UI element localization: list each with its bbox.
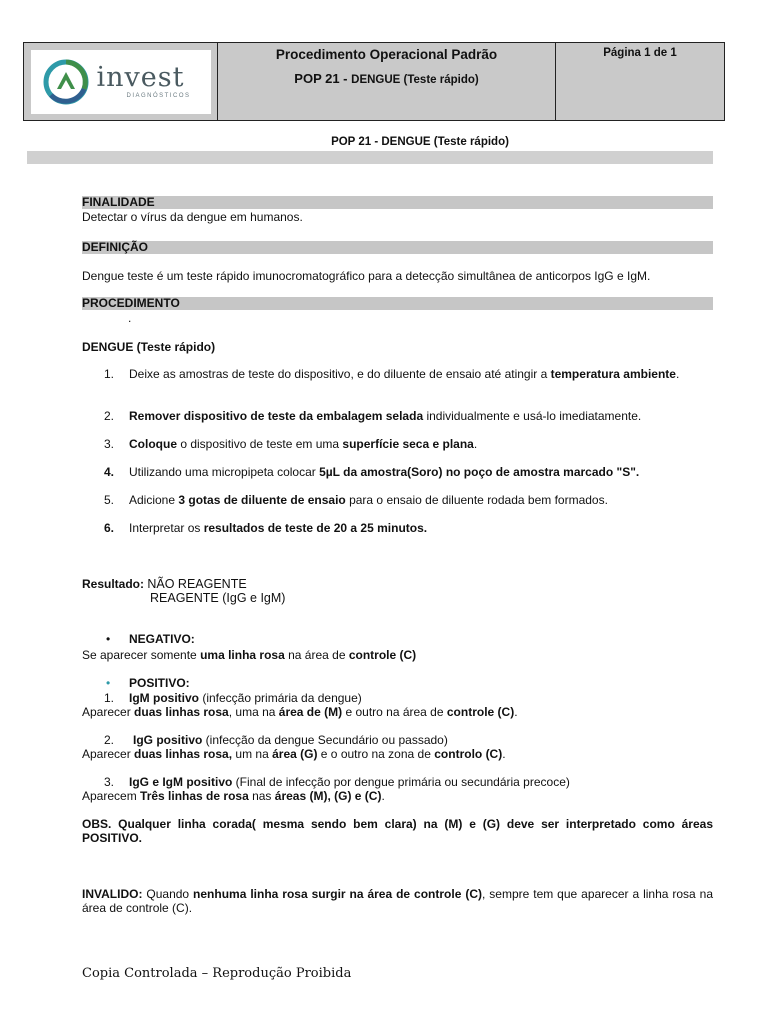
- resultado-line-2: REAGENTE (IgG e IgM): [150, 591, 286, 605]
- resultado-label: Resultado:: [82, 577, 145, 591]
- definicao-text: Dengue teste é um teste rápido imunocromatográfico para a detecção simultânea de anticorpos IgG e IgM.: [82, 269, 651, 283]
- step-1-text: Deixe as amostras de teste do dispositivo, e do diluente de ensaio até atingir a temperatura ambiente.: [129, 367, 680, 381]
- section-heading-finalidade: FINALIDADE: [82, 196, 713, 209]
- positivo-item-3-desc: Aparecem Três linhas de rosa nas áreas (M), (G) e (C).: [82, 789, 385, 803]
- header-subtitle: [218, 71, 555, 86]
- company-logo: [31, 50, 211, 114]
- step-5-text: Adicione 3 gotas de diluente de ensaio para o ensaio de diluente rodada bem formados.: [129, 493, 608, 507]
- section-heading-definicao: DEFINIÇÃO: [82, 241, 713, 254]
- step-6-text: Interpretar os resultados de teste de 20 a 25 minutos.: [129, 521, 428, 535]
- divider-bar: [27, 151, 713, 164]
- positivo-item-1-desc: Aparecer duas linhas rosa, uma na área de (M) e outro na área de controle (C).: [82, 705, 518, 719]
- positivo-item-2-desc: Aparecer duas linhas rosa, um na área (G) e o outro na zona de controlo (C).: [82, 747, 506, 761]
- logo-wordmark: invest: [96, 62, 185, 93]
- footer-controlled-copy: Copia Controlada – Reprodução Proibida: [82, 966, 352, 981]
- pop-number: POP 21 -: [294, 71, 348, 86]
- positivo-item-2: IgG positivo (infecção da dengue Secundário ou passado): [133, 733, 448, 747]
- negativo-text: Se aparecer somente uma linha rosa na área de controle (C): [82, 648, 417, 662]
- positivo-item-number: 1.: [104, 691, 115, 705]
- invalido-text: INVALIDO: Quando nenhuma linha rosa surgir na área de controle (C), sempre tem que aparecer a linha rosa na área de controle (C).: [82, 887, 714, 915]
- procedimento-dot: .: [128, 311, 132, 325]
- logo-subtitle: DIAGNÓSTICOS: [126, 93, 191, 99]
- finalidade-text: Detectar o vírus da dengue em humanos.: [82, 210, 303, 224]
- step-4-text: Utilizando uma micropipeta colocar 5µL da amostra(Soro) no poço de amostra marcado "S".: [129, 465, 640, 479]
- page-number: Página 1 de 1: [556, 43, 724, 120]
- step-3-text: Coloque o dispositivo de teste em uma superfície seca e plana.: [129, 437, 478, 451]
- positivo-item-3: IgG e IgM positivo (Final de infecção por dengue primária ou secundária precoce): [129, 775, 570, 789]
- header-title-cell: [218, 43, 556, 120]
- step-number: 3.: [104, 437, 115, 451]
- step-number: 4.: [104, 465, 115, 479]
- positivo-item-1: IgM positivo (infecção primária da dengue): [129, 691, 362, 705]
- document-header: [23, 42, 725, 121]
- step-number: 5.: [104, 493, 115, 507]
- bullet-icon: •: [106, 676, 111, 690]
- positivo-item-number: 2.: [104, 733, 115, 747]
- negativo-title: NEGATIVO:: [129, 632, 195, 646]
- resultado-line-1: Resultado: NÃO REAGENTE: [82, 577, 247, 591]
- section-heading-procedimento: PROCEDIMENTO: [82, 297, 713, 310]
- bullet-icon: •: [106, 632, 111, 646]
- document-title: POP 21 - DENGUE (Teste rápido): [331, 136, 509, 148]
- step-number: 1.: [104, 367, 115, 381]
- logo-cell: [24, 43, 218, 120]
- pop-name: DENGUE (Teste rápido): [351, 74, 479, 86]
- obs-note: OBS. Qualquer linha corada( mesma sendo bem clara) na (M) e (G) deve ser interpretado como áreas POSITIVO.: [82, 817, 713, 845]
- header-title: Procedimento Operacional Padrão: [275, 47, 498, 62]
- step-2-text: Remover dispositivo de teste da embalagem selada individualmente e usá-lo imediatamente.: [129, 409, 642, 423]
- step-number: 2.: [104, 409, 115, 423]
- step-number: 6.: [104, 521, 115, 535]
- positivo-title: POSITIVO:: [129, 676, 190, 690]
- procedimento-subtitle: DENGUE (Teste rápido): [82, 340, 216, 354]
- positivo-item-number: 3.: [104, 775, 115, 789]
- invest-logo-icon: [43, 59, 89, 105]
